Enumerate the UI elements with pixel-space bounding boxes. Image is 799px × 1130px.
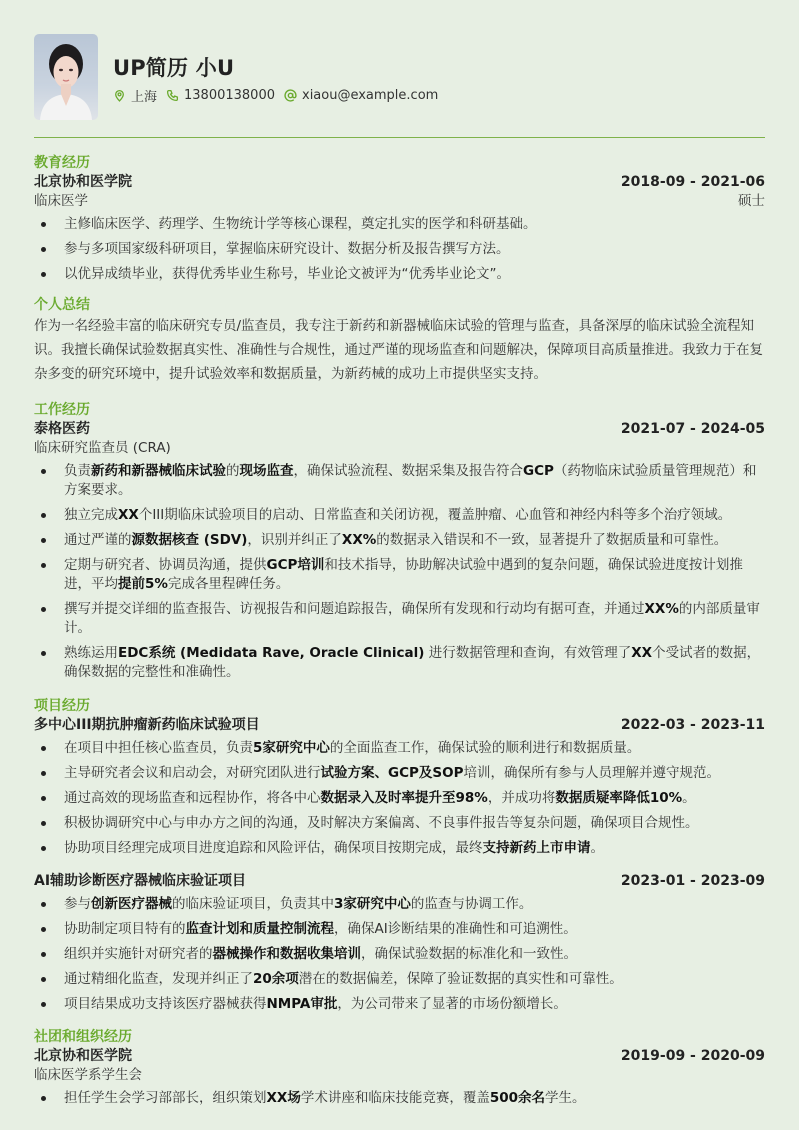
school-name: 北京协和医学院: [34, 174, 132, 190]
list-item: 熟练运用EDC系统 (Medidata Rave, Oracle Clinical) 进行数据管理和查询，有效管理了XX个受试者的数据，确保数据的完整性和准确性。: [34, 644, 765, 682]
org-name: 北京协和医学院: [34, 1048, 132, 1064]
job-title: 临床研究监查员 (CRA): [34, 440, 171, 456]
list-item: 定期与研究者、协调员沟通，提供GCP培训和技术指导，协助解决试验中遇到的复杂问题，确保试验进度按计划推进，平均提前5%完成各里程碑任务。: [34, 556, 765, 594]
work-date: 2021-07 - 2024-05: [620, 421, 765, 437]
company-name: 泰格医药: [34, 421, 90, 437]
club-role: 临床医学系学生会: [34, 1067, 142, 1083]
list-item: 通过高效的现场监查和远程协作，将各中心数据录入及时率提升至98%，并成功将数据质疑率降低10%。: [34, 789, 765, 808]
section-summary: [34, 296, 765, 386]
list-item: 撰写并提交详细的监查报告、访视报告和问题追踪报告，确保所有发现和行动均有据可查，并通过XX%的内部质量审计。: [34, 600, 765, 638]
contact-email: [284, 88, 438, 103]
contact-location: [113, 86, 157, 105]
list-item: 担任学生会学习部部长，组织策划XX场学术讲座和临床技能竞赛，覆盖500余名学生。: [34, 1089, 765, 1108]
list-item: 主导研究者会议和启动会，对研究团队进行试验方案、GCP及SOP培训，确保所有参与人员理解并遵守规范。: [34, 764, 765, 783]
section-projects: [34, 697, 765, 1014]
section-title: 工作经历: [34, 402, 90, 418]
work-bullets: [34, 462, 765, 682]
project-bullets: [34, 739, 765, 858]
project-date: 2022-03 - 2023-11: [620, 717, 765, 733]
list-item: 积极协调研究中心与申办方之间的沟通，及时解决方案偏离、不良事件报告等复杂问题，确保项目合规性。: [34, 814, 765, 833]
education-date: 2018-09 - 2021-06: [620, 174, 765, 190]
list-item: 参与多项国家级科研项目，掌握临床研究设计、数据分析及报告撰写方法。: [34, 240, 765, 259]
list-item: 协助制定项目特有的监查计划和质量控制流程，确保AI诊断结果的准确性和可追溯性。: [34, 920, 765, 939]
list-item: 通过精细化监查，发现并纠正了20余项潜在的数据偏差，保障了验证数据的真实性和可靠性。: [34, 970, 765, 989]
section-title: 社团和组织经历: [34, 1029, 132, 1045]
list-item: 组织并实施针对研究者的器械操作和数据收集培训，确保试验数据的标准化和一致性。: [34, 945, 765, 964]
major: 临床医学: [34, 193, 88, 209]
section-title: 项目经历: [34, 698, 90, 714]
list-item: 通过严谨的源数据核查 (SDV)，识别并纠正了XX%的数据录入错误和不一致，显著提升了数据质量和可靠性。: [34, 531, 765, 550]
profile-photo: [34, 34, 98, 120]
phone-icon: [166, 89, 179, 102]
header-divider: [34, 137, 765, 138]
club-date: 2019-09 - 2020-09: [620, 1048, 765, 1064]
list-item: 主修临床医学、药理学、生物统计学等核心课程，奠定扎实的医学和科研基础。: [34, 215, 765, 234]
phone-text[interactable]: 13800138000: [184, 88, 275, 103]
project-name: 多中心III期抗肿瘤新药临床试验项目: [34, 717, 260, 733]
list-item: 项目结果成功支持该医疗器械获得NMPA审批，为公司带来了显著的市场份额增长。: [34, 995, 765, 1014]
list-item: 协助项目经理完成项目进度追踪和风险评估，确保项目按期完成，最终支持新药上市申请。: [34, 839, 765, 858]
section-title: 个人总结: [34, 297, 90, 313]
contact-info: [113, 86, 447, 105]
section-clubs: [34, 1028, 765, 1108]
section-title: 教育经历: [34, 155, 90, 171]
section-work: [34, 401, 765, 682]
location-pin-icon: [113, 89, 126, 102]
list-item: 参与创新医疗器械的临床验证项目，负责其中3家研究中心的监查与协调工作。: [34, 895, 765, 914]
contact-phone: [166, 88, 275, 103]
project-date: 2023-01 - 2023-09: [620, 873, 765, 889]
project-name: AI辅助诊断医疗器械临床验证项目: [34, 873, 247, 889]
list-item: 以优异成绩毕业，获得优秀毕业生称号，毕业论文被评为“优秀毕业论文”。: [34, 265, 765, 284]
club-bullets: [34, 1089, 765, 1108]
list-item: 独立完成XX个III期临床试验项目的启动、日常监查和关闭访视，覆盖肿瘤、心血管和神经内科等多个治疗领域。: [34, 506, 765, 525]
summary-text: 作为一名经验丰富的临床研究专员/监查员，我专注于新药和新器械临床试验的管理与监查，具备深厚的临床试验全流程知识。我擅长确保试验数据真实性、准确性与合规性，通过严谨的现场监查和问题解决，保障项目高质量推进。我致力于在复杂多变的研究环境中，提升试验效率和数据质量，为新药械的成功上市提供坚实支持。: [34, 318, 763, 382]
at-email-icon: [284, 89, 297, 102]
education-bullets: [34, 215, 765, 284]
degree: 硕士: [738, 193, 765, 209]
project-bullets: [34, 895, 765, 1014]
list-item: 在项目中担任核心监查员，负责5家研究中心的全面监查工作，确保试验的顺利进行和数据质量。: [34, 739, 765, 758]
location-text: 上海: [131, 90, 158, 105]
section-education: [34, 154, 765, 284]
candidate-name: UP简历 小U: [113, 56, 235, 80]
email-link[interactable]: xiaou@example.com: [302, 88, 439, 103]
resume-header: [34, 0, 765, 138]
portrait-image-icon: [34, 34, 98, 120]
resume-page: [34, 0, 765, 1114]
list-item: 负责新药和新器械临床试验的现场监查，确保试验流程、数据采集及报告符合GCP（药物临床试验质量管理规范）和方案要求。: [34, 462, 765, 500]
